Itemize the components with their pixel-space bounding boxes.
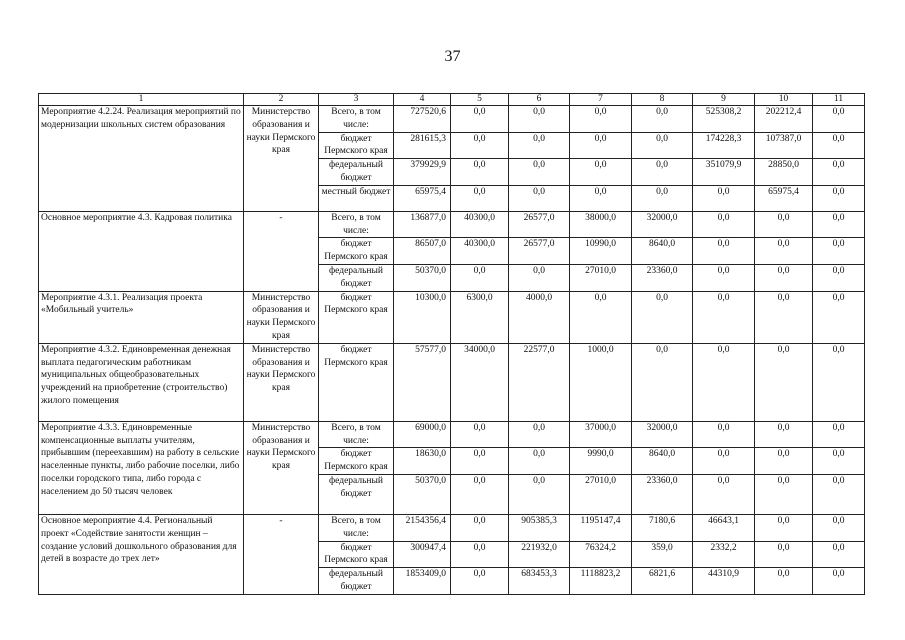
value-cell: 281615,3 xyxy=(394,132,451,159)
value-cell: 0,0 xyxy=(813,541,865,568)
value-cell: 32000,0 xyxy=(632,421,693,448)
value-cell: 23360,0 xyxy=(632,474,693,514)
value-cell: 727520,6 xyxy=(394,106,451,133)
value-cell: 0,0 xyxy=(632,185,693,211)
funding-source: Всего, в том числе: xyxy=(319,106,394,133)
value-cell: 23360,0 xyxy=(632,264,693,291)
activity-name: Мероприятие 4.3.3. Единовременные компенсационные выплаты учителям, прибывшим (переехавшим) на работу в сельские населенные пункты, либо рабочие поселки, либо поселки городского типа, либо города с населением до 50 тысяч человек xyxy=(39,421,244,514)
value-cell: 1853409,0 xyxy=(394,568,451,595)
column-header: 7 xyxy=(570,94,632,106)
value-cell: 0,0 xyxy=(509,474,570,514)
funding-source: федеральный бюджет xyxy=(319,159,394,186)
value-cell: 136877,0 xyxy=(394,211,451,238)
value-cell: 359,0 xyxy=(632,541,693,568)
budget-table xyxy=(38,93,865,595)
table-row xyxy=(39,343,865,421)
value-cell: 27010,0 xyxy=(570,264,632,291)
value-cell: 40300,0 xyxy=(451,238,509,265)
value-cell: 26577,0 xyxy=(509,238,570,265)
value-cell: 46643,1 xyxy=(693,514,755,541)
funding-source: федеральный бюджет xyxy=(319,568,394,595)
value-cell: 202212,4 xyxy=(755,106,813,133)
value-cell: 0,0 xyxy=(755,568,813,595)
value-cell: 1000,0 xyxy=(570,343,632,421)
value-cell: 38000,0 xyxy=(570,211,632,238)
value-cell: 0,0 xyxy=(632,291,693,343)
table-row xyxy=(39,514,865,541)
funding-source: Всего, в том числе: xyxy=(319,211,394,238)
value-cell: 0,0 xyxy=(451,185,509,211)
value-cell: 0,0 xyxy=(693,448,755,475)
value-cell: 0,0 xyxy=(755,474,813,514)
funding-source: бюджет Пермского края xyxy=(319,238,394,265)
funding-source: Всего, в том числе: xyxy=(319,421,394,448)
activity-name: Основное мероприятие 4.3. Кадровая политика xyxy=(39,211,244,291)
value-cell: 0,0 xyxy=(813,211,865,238)
table-row xyxy=(39,211,865,238)
table-row xyxy=(39,421,865,448)
value-cell: 8640,0 xyxy=(632,448,693,475)
value-cell: 65975,4 xyxy=(394,185,451,211)
value-cell: 9990,0 xyxy=(570,448,632,475)
value-cell: 0,0 xyxy=(632,159,693,186)
value-cell: 86507,0 xyxy=(394,238,451,265)
funding-source: местный бюджет xyxy=(319,185,394,211)
value-cell: 0,0 xyxy=(570,159,632,186)
value-cell: 0,0 xyxy=(509,159,570,186)
value-cell: 0,0 xyxy=(509,448,570,475)
value-cell: 0,0 xyxy=(813,106,865,133)
value-cell: 0,0 xyxy=(509,106,570,133)
value-cell: 0,0 xyxy=(813,448,865,475)
value-cell: 0,0 xyxy=(813,291,865,343)
value-cell: 7180,6 xyxy=(632,514,693,541)
value-cell: 0,0 xyxy=(570,106,632,133)
value-cell: 0,0 xyxy=(451,159,509,186)
value-cell: 65975,4 xyxy=(755,185,813,211)
value-cell: 0,0 xyxy=(755,343,813,421)
column-header: 5 xyxy=(451,94,509,106)
value-cell: 0,0 xyxy=(755,211,813,238)
value-cell: 57577,0 xyxy=(394,343,451,421)
funding-source: федеральный бюджет xyxy=(319,264,394,291)
value-cell: 0,0 xyxy=(755,514,813,541)
value-cell: 69000,0 xyxy=(394,421,451,448)
responsible-executor: Министерство образования и науки Пермского края xyxy=(244,421,319,514)
column-header: 4 xyxy=(394,94,451,106)
value-cell: 107387,0 xyxy=(755,132,813,159)
activity-name: Мероприятие 4.3.1. Реализация проекта «Мобильный учитель» xyxy=(39,291,244,343)
value-cell: 0,0 xyxy=(755,264,813,291)
value-cell: 0,0 xyxy=(755,291,813,343)
value-cell: 0,0 xyxy=(813,568,865,595)
value-cell: 28850,0 xyxy=(755,159,813,186)
value-cell: 0,0 xyxy=(693,211,755,238)
value-cell: 0,0 xyxy=(755,448,813,475)
column-header: 2 xyxy=(244,94,319,106)
value-cell: 0,0 xyxy=(813,185,865,211)
value-cell: 0,0 xyxy=(755,238,813,265)
value-cell: 174228,3 xyxy=(693,132,755,159)
value-cell: 8640,0 xyxy=(632,238,693,265)
value-cell: 40300,0 xyxy=(451,211,509,238)
value-cell: 10300,0 xyxy=(394,291,451,343)
funding-source: бюджет Пермского края xyxy=(319,448,394,475)
value-cell: 351079,9 xyxy=(693,159,755,186)
value-cell: 0,0 xyxy=(632,132,693,159)
funding-source: Всего, в том числе: xyxy=(319,514,394,541)
value-cell: 0,0 xyxy=(451,264,509,291)
value-cell: 0,0 xyxy=(693,343,755,421)
funding-source: бюджет Пермского края xyxy=(319,291,394,343)
value-cell: 6300,0 xyxy=(451,291,509,343)
column-header: 11 xyxy=(813,94,865,106)
value-cell: 26577,0 xyxy=(509,211,570,238)
column-header: 6 xyxy=(509,94,570,106)
value-cell: 221932,0 xyxy=(509,541,570,568)
value-cell: 22577,0 xyxy=(509,343,570,421)
responsible-executor: - xyxy=(244,211,319,291)
column-header: 3 xyxy=(319,94,394,106)
value-cell: 0,0 xyxy=(632,343,693,421)
value-cell: 0,0 xyxy=(813,421,865,448)
value-cell: 0,0 xyxy=(693,185,755,211)
value-cell: 0,0 xyxy=(693,264,755,291)
value-cell: 6821,6 xyxy=(632,568,693,595)
value-cell: 0,0 xyxy=(693,421,755,448)
value-cell: 0,0 xyxy=(693,238,755,265)
value-cell: 0,0 xyxy=(693,474,755,514)
value-cell: 10990,0 xyxy=(570,238,632,265)
value-cell: 4000,0 xyxy=(509,291,570,343)
value-cell: 50370,0 xyxy=(394,264,451,291)
value-cell: 1195147,4 xyxy=(570,514,632,541)
value-cell: 0,0 xyxy=(813,343,865,421)
value-cell: 2154356,4 xyxy=(394,514,451,541)
value-cell: 525308,2 xyxy=(693,106,755,133)
value-cell: 0,0 xyxy=(632,106,693,133)
value-cell: 0,0 xyxy=(451,568,509,595)
value-cell: 34000,0 xyxy=(451,343,509,421)
activity-name: Мероприятие 4.3.2. Единовременная денежная выплата педагогическим работникам муниципальных общеобразовательных учреждений на приобретение (строительство) жилого помещения xyxy=(39,343,244,421)
value-cell: 0,0 xyxy=(755,421,813,448)
value-cell: 0,0 xyxy=(451,514,509,541)
value-cell: 32000,0 xyxy=(632,211,693,238)
value-cell: 0,0 xyxy=(509,132,570,159)
funding-source: бюджет Пермского края xyxy=(319,541,394,568)
value-cell: 0,0 xyxy=(570,132,632,159)
activity-name: Основное мероприятие 4.4. Региональный проект «Содействие занятости женщин – создание условий дошкольного образования для детей в возрасте до трех лет» xyxy=(39,514,244,594)
responsible-executor: Министерство образования и науки Пермского края xyxy=(244,343,319,421)
value-cell: 0,0 xyxy=(693,291,755,343)
value-cell: 379929,9 xyxy=(394,159,451,186)
funding-source: бюджет Пермского края xyxy=(319,343,394,421)
column-header: 10 xyxy=(755,94,813,106)
value-cell: 0,0 xyxy=(451,421,509,448)
value-cell: 0,0 xyxy=(451,448,509,475)
column-header: 8 xyxy=(632,94,693,106)
value-cell: 905385,3 xyxy=(509,514,570,541)
page-number: 37 xyxy=(444,48,461,65)
value-cell: 76324,2 xyxy=(570,541,632,568)
table-body xyxy=(39,94,865,595)
responsible-executor: Министерство образования и науки Пермского края xyxy=(244,291,319,343)
value-cell: 1118823,2 xyxy=(570,568,632,595)
value-cell: 0,0 xyxy=(813,474,865,514)
value-cell: 44310,9 xyxy=(693,568,755,595)
column-header: 1 xyxy=(39,94,244,106)
value-cell: 0,0 xyxy=(451,541,509,568)
funding-source: бюджет Пермского края xyxy=(319,132,394,159)
value-cell: 27010,0 xyxy=(570,474,632,514)
value-cell: 0,0 xyxy=(509,264,570,291)
value-cell: 0,0 xyxy=(813,264,865,291)
responsible-executor: Министерство образования и науки Пермского края xyxy=(244,106,319,212)
value-cell: 0,0 xyxy=(509,185,570,211)
value-cell: 18630,0 xyxy=(394,448,451,475)
value-cell: 0,0 xyxy=(451,474,509,514)
value-cell: 2332,2 xyxy=(693,541,755,568)
value-cell: 300947,4 xyxy=(394,541,451,568)
column-header: 9 xyxy=(693,94,755,106)
value-cell: 0,0 xyxy=(813,159,865,186)
responsible-executor: - xyxy=(244,514,319,594)
value-cell: 37000,0 xyxy=(570,421,632,448)
value-cell: 0,0 xyxy=(755,541,813,568)
value-cell: 0,0 xyxy=(451,132,509,159)
value-cell: 683453,3 xyxy=(509,568,570,595)
funding-source: федеральный бюджет xyxy=(319,474,394,514)
value-cell: 0,0 xyxy=(813,132,865,159)
value-cell: 0,0 xyxy=(570,185,632,211)
value-cell: 0,0 xyxy=(813,514,865,541)
table-row xyxy=(39,291,865,343)
table-row xyxy=(39,106,865,133)
value-cell: 50370,0 xyxy=(394,474,451,514)
activity-name: Мероприятие 4.2.24. Реализация мероприятий по модернизации школьных систем образования xyxy=(39,106,244,212)
value-cell: 0,0 xyxy=(509,421,570,448)
value-cell: 0,0 xyxy=(451,106,509,133)
value-cell: 0,0 xyxy=(813,238,865,265)
value-cell: 0,0 xyxy=(570,291,632,343)
header-row xyxy=(39,94,865,106)
